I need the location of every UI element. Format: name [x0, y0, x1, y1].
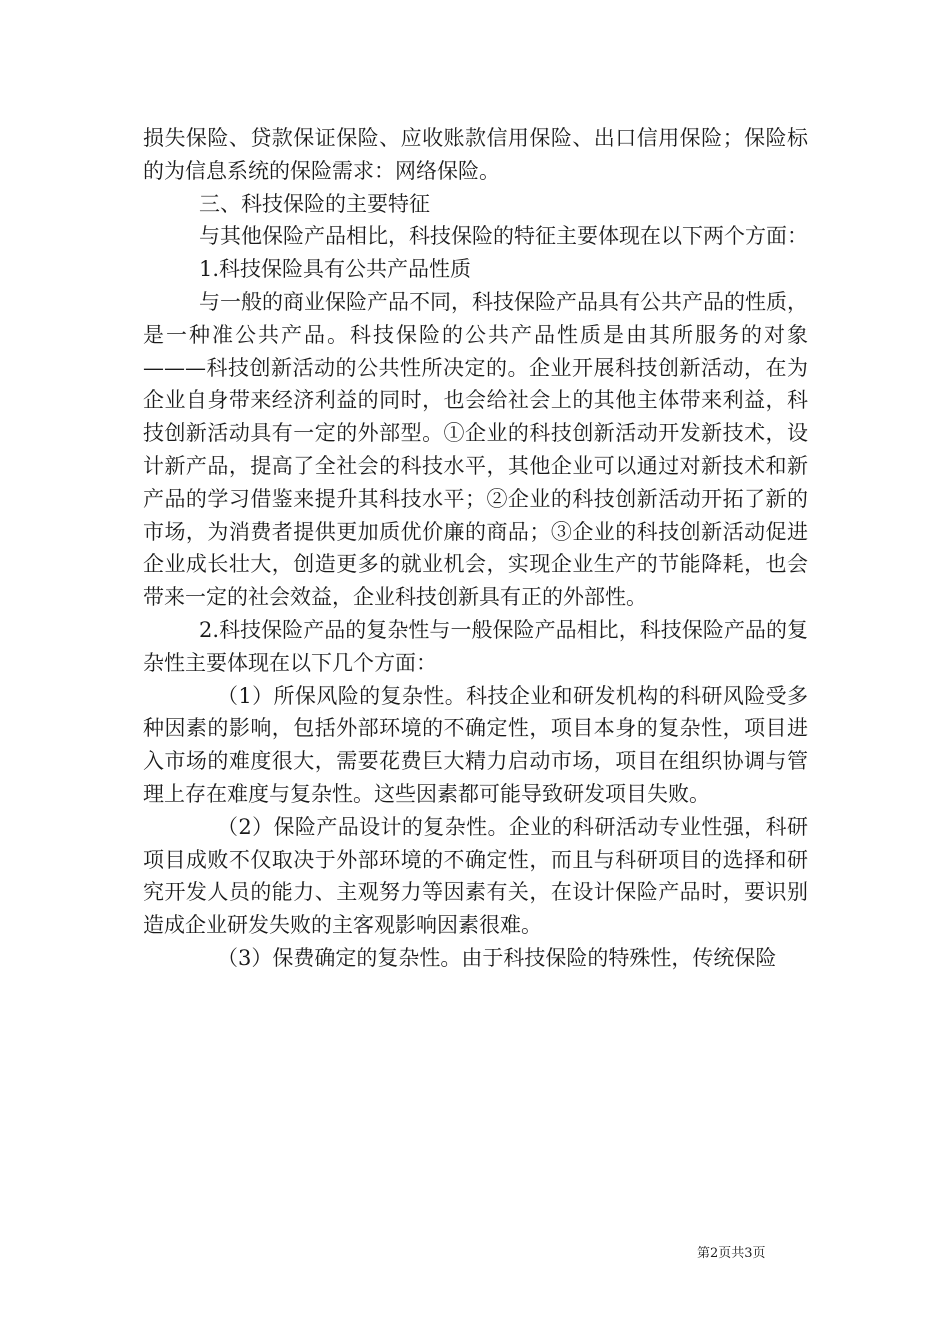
document-body [143, 122, 808, 975]
paragraph-public-product: 与一般的商业保险产品不同，科技保险产品具有公共产品的性质，是一种准公共产品。科技保险的公共产品性质是由其所服务的对象———科技创新活动的公共性所决定的。企业开展科技创新活动，在为企业自身带来经济利益的同时，也会给社会上的其他主体带来利益，科技创新活动具有一定的外部型。①企业的科技创新活动开发新技术，设计新产品，提高了全社会的科技水平，其他企业可以通过对新技术和新产品的学习借鉴来提升其科技水平；②企业的科技创新活动开拓了新的市场，为消费者提供更加质优价廉的商品；③企业的科技创新活动促进企业成长壮大，创造更多的就业机会，实现企业生产的节能降耗，也会带来一定的社会效益，企业科技创新具有正的外部性。 [143, 289, 808, 610]
paragraph-complexity: 2.科技保险产品的复杂性与一般保险产品相比，科技保险产品的复杂性主要体现在以下几个方面： [143, 617, 808, 675]
paragraph-premium-complexity: （3）保费确定的复杂性。由于科技保险的特殊性，传统保险 [217, 945, 777, 970]
subheading-public-product: 1.科技保险具有公共产品性质 [199, 257, 472, 282]
page-number: 第2页共3页 [697, 1246, 766, 1261]
section-heading-main-features: 三、科技保险的主要特征 [199, 191, 430, 216]
paragraph-intro: 与其他保险产品相比，科技保险的特征主要体现在以下两个方面： [199, 224, 808, 249]
paragraph-design-complexity: （2）保险产品设计的复杂性。企业的科研活动专业性强，科研项目成败不仅取决于外部环境的不确定性，而且与科研项目的选择和研究开发人员的能力、主观努力等因素有关，在设计保险产品时，要识别造成企业研发失败的主客观影响因素很难。 [143, 814, 808, 938]
paragraph-risk-complexity: （1）所保风险的复杂性。科技企业和研发机构的科研风险受多种因素的影响，包括外部环境的不确定性，项目本身的复杂性，项目进入市场的难度很大，需要花费巨大精力启动市场，项目在组织协调与管理上存在难度与复杂性。这些因素都可能导致研发项目失败。 [143, 683, 808, 806]
paragraph-continued: 损失保险、贷款保证保险、应收账款信用保险、出口信用保险；保险标的为信息系统的保险需求：网络保险。 [143, 126, 808, 183]
